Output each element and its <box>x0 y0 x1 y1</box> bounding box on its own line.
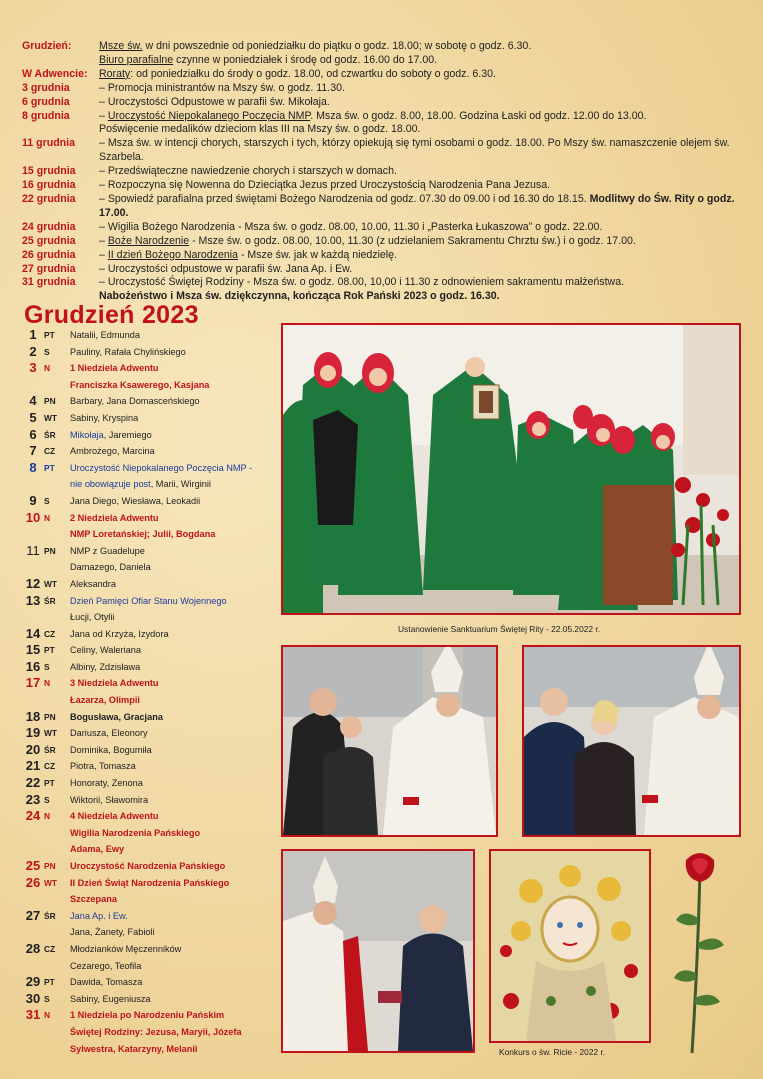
schedule-text: Biuro parafialne czynne w poniedziałek i środę od godz. 16.00 do 17.00. <box>99 53 438 66</box>
day-names: Jana Diego, Wiesława, Leokadii <box>70 495 201 506</box>
day-number: 11 <box>26 542 40 558</box>
schedule-label: 22 grudnia <box>22 192 76 205</box>
day-names: Wiktorii, Sławomira <box>70 794 149 805</box>
schedule-label: 26 grudnia <box>22 248 76 261</box>
day-names: II Dzień Świąt Narodzenia Pańskiego Szczepana <box>70 877 230 905</box>
schedule-row <box>22 123 747 137</box>
schedule-row <box>22 96 747 110</box>
day-number: 7 <box>29 443 37 459</box>
day-names: 3 Niedziela Adwentu Łazarza, Olimpii <box>70 678 159 706</box>
schedule-row <box>22 276 747 290</box>
schedule-label: 8 grudnia <box>22 109 70 122</box>
day-names: Sabiny, Kryspina <box>70 412 139 423</box>
schedule-text: – Msza św. w intencji chorych, starszych i tych, którzy opiekują się tymi osobami o godz. 18.00. Po Mszy św. namaszczenie olejem św. Szarbela. <box>99 137 730 164</box>
calendar-day <box>22 742 277 759</box>
schedule-text: Poświęcenie medalików dzieciom klas III na Mszy św. o godz. 18.00. <box>99 123 421 136</box>
weekday: WT <box>44 877 58 888</box>
day-number: 14 <box>25 625 41 641</box>
day-number: 12 <box>25 575 41 591</box>
weekday: ŚR <box>44 595 56 606</box>
calendar-day <box>22 1007 277 1057</box>
schedule-text: – Przedświąteczne nawiedzenie chorych i starszych w domach. <box>99 165 397 178</box>
day-number: 23 <box>25 791 41 807</box>
calendar-day <box>22 758 277 775</box>
weekday: CZ <box>44 628 56 639</box>
weekday: CZ <box>44 761 56 772</box>
schedule-row <box>22 54 747 68</box>
calendar-day <box>22 941 277 974</box>
weekday: PN <box>44 396 56 407</box>
calendar-day <box>22 642 277 659</box>
day-names: Uroczystość Niepokalanego Poczęcia NMP - nie obowiązuje post, Marii, Wirginii <box>70 462 253 490</box>
schedule-label: 16 grudnia <box>22 179 76 192</box>
schedule-text: – II dzień Bożego Narodzenia - Msze św. jak w każdą niedzielę. <box>99 248 397 261</box>
day-names: Dominika, Bogumiła <box>70 744 152 755</box>
schedule-row <box>22 193 747 221</box>
calendar-day <box>22 593 277 626</box>
schedule-row <box>22 110 747 124</box>
schedule-text: Msze św. w dni powszednie od poniedziałku do piątku o godz. 18.00; w sobotę o godz. 6.30. <box>99 40 532 52</box>
day-names: 2 Niedziela Adwentu NMP Loretańskiej; Julii, Bogdana <box>70 512 216 540</box>
weekday: S <box>44 993 50 1004</box>
day-number: 19 <box>25 725 41 741</box>
day-number: 1 <box>29 327 37 342</box>
weekday: ŚR <box>44 429 56 440</box>
day-names: Mikołaja, Jaremiego <box>70 429 152 440</box>
calendar-day <box>22 875 277 908</box>
calendar-day <box>22 410 277 427</box>
photo-sanctuary-ceremony <box>281 323 741 615</box>
schedule-text: – Wigilia Bożego Narodzenia - Msza św. o godz. 08.00, 10.00, 11.30 i „Pasterka Łukaszowa” o godz. 22.00. <box>99 220 603 233</box>
schedule-text: Roraty: od poniedziałku do środy o godz. 18.00, od czwartku do soboty o godz. 6.30. <box>99 67 496 80</box>
day-names: Natalii, Edmunda <box>70 330 140 340</box>
weekday: PT <box>44 330 55 340</box>
photo-bishop-handshake-3 <box>281 849 475 1053</box>
schedule-label: W Adwencie: <box>22 67 88 80</box>
weekday: PN <box>44 711 56 722</box>
calendar-day <box>22 344 277 361</box>
calendar-day <box>22 460 277 493</box>
weekday: WT <box>44 728 58 739</box>
day-number: 29 <box>25 974 41 990</box>
weekday: N <box>44 678 51 689</box>
day-number: 10 <box>25 509 41 525</box>
calendar-day <box>22 493 277 510</box>
day-names: Uroczystość Narodzenia Pańskiego <box>70 861 226 871</box>
calendar-day <box>22 427 277 444</box>
schedule-text: – Rozpoczyna się Nowenna do Dzieciątka Jezus przed Uroczystością Narodzenia Pana Jezusa. <box>99 179 551 192</box>
schedule-text: Nabożeństwo i Msza św. dziękczynna, kończąca Rok Pański 2023 o godz. 16.30. <box>99 290 500 303</box>
calendar-day <box>22 991 277 1008</box>
weekday: CZ <box>44 446 56 457</box>
photo1-caption: Ustanowienie Sanktuarium Świętej Rity - 22.05.2022 r. <box>398 624 601 634</box>
weekday: S <box>44 346 50 357</box>
schedule-text: – Promocja ministrantów na Mszy św. o godz. 11.30. <box>99 81 345 94</box>
weekday: CZ <box>44 943 56 954</box>
schedule-text: – Boże Narodzenie - Msze św. o godz. 08.00, 10.00, 11.30 (z udzielaniem Sakramentu Chrztu św.) i o godz. 17.00. <box>99 234 636 247</box>
calendar-day <box>22 327 277 344</box>
parish-schedule <box>22 40 747 304</box>
day-names: NMP z Guadelupe Damazego, Daniela <box>70 545 151 573</box>
day-number: 21 <box>25 758 41 774</box>
rose-decoration <box>668 848 728 1058</box>
calendar-day <box>22 659 277 676</box>
schedule-label: 27 grudnia <box>22 262 76 275</box>
day-names: 4 Niedziela Adwentu Wigilia Narodzenia Pańskiego Adama, Ewy <box>70 811 201 855</box>
calendar-day <box>22 443 277 460</box>
day-names: 1 Niedziela Adwentu Franciszka Ksawerego, Kasjana <box>70 363 210 390</box>
schedule-label: 31 grudnia <box>22 276 76 289</box>
day-names: Albiny, Zdzisława <box>70 661 141 672</box>
day-names: Celiny, Waleriana <box>70 645 141 656</box>
day-number: 9 <box>29 492 37 508</box>
day-names: Ambrożego, Marcina <box>70 446 155 457</box>
calendar-day <box>22 675 277 708</box>
weekday: ŚR <box>44 910 56 921</box>
schedule-row <box>22 40 747 54</box>
calendar-day <box>22 974 277 991</box>
calendar-day <box>22 626 277 643</box>
weekday: PN <box>44 861 56 871</box>
calendar-day <box>22 576 277 593</box>
day-names: Pauliny, Rafała Chylińskiego <box>70 346 186 357</box>
calendar-day <box>22 725 277 742</box>
weekday: WT <box>44 578 58 589</box>
day-names: Dariusza, Eleonory <box>70 728 148 739</box>
schedule-label: Grudzień: <box>22 40 72 52</box>
day-number: 18 <box>25 708 41 724</box>
weekday: ŚR <box>44 744 56 755</box>
day-number: 13 <box>25 592 41 608</box>
schedule-label: 24 grudnia <box>22 220 76 233</box>
weekday: PT <box>44 645 55 656</box>
weekday: WT <box>44 412 58 423</box>
day-number: 3 <box>29 360 37 376</box>
day-names: Aleksandra <box>70 578 116 589</box>
day-names: Jana od Krzyża, Izydora <box>70 628 169 639</box>
day-number: 24 <box>25 808 41 824</box>
day-number: 16 <box>25 658 41 674</box>
schedule-label <box>22 54 99 68</box>
schedule-label <box>22 123 99 137</box>
day-number: 8 <box>29 459 37 475</box>
calendar-day <box>22 908 277 941</box>
day-names: 1 Niedziela po Narodzeniu Pańskim Świętej Rodziny: Jezusa, Maryii, Józefa Sylwestra, Katarzyny, Melanii <box>70 1010 242 1054</box>
day-names: Bogusława, Gracjana <box>70 711 163 722</box>
schedule-row <box>22 179 747 193</box>
calendar-day <box>22 792 277 809</box>
day-number: 30 <box>25 990 41 1006</box>
weekday: N <box>44 811 51 822</box>
day-names: Honoraty, Zenona <box>70 778 143 789</box>
weekday: PT <box>44 977 55 988</box>
day-number: 6 <box>29 426 37 442</box>
photo-bishop-handshake-1 <box>281 645 498 837</box>
schedule-row <box>22 82 747 96</box>
schedule-row <box>22 68 747 82</box>
day-number: 31 <box>25 1007 41 1023</box>
calendar-day <box>22 858 277 875</box>
weekday: PT <box>44 778 55 789</box>
calendar-day <box>22 808 277 858</box>
schedule-label: 6 grudnia <box>22 95 70 108</box>
calendar-day <box>22 543 277 576</box>
weekday: PN <box>44 545 56 556</box>
photo-st-rita-painting <box>489 849 651 1043</box>
day-number: 20 <box>25 741 41 757</box>
day-number: 5 <box>29 409 37 425</box>
schedule-row <box>22 221 747 235</box>
calendar-day <box>22 510 277 543</box>
schedule-text: – Uroczystości Odpustowe w parafii św. Mikołaja. <box>99 95 330 108</box>
day-number: 4 <box>29 393 37 409</box>
weekday: N <box>44 1010 51 1021</box>
day-names: Dzień Pamięci Ofiar Stanu Wojennego Łucji, Otylii <box>70 595 227 623</box>
day-number: 27 <box>25 907 41 923</box>
weekday: PT <box>44 462 55 473</box>
calendar-list <box>22 327 277 1057</box>
calendar-day <box>22 709 277 726</box>
schedule-text: – Spowiedź parafialna przed świętami Bożego Narodzenia od godz. 07.30 do 09.00 i od 16.30 do 18.15. Modlitwy do Św. Rity o godz. 17.00. <box>99 192 735 219</box>
schedule-text: – Uroczystość Niepokalanego Poczęcia NMP. Msza św. o godz. 8.00, 18.00. Godzina Łaski od godz. 12.00 do 13.00. <box>99 109 647 122</box>
schedule-text: – Uroczystość Świętej Rodziny - Msza św. o godz. 08.00, 10,00 i 11.30 z odnowieniem sakramentu małżeństwa. <box>99 276 625 289</box>
day-names: Piotra, Tomasza <box>70 761 136 772</box>
schedule-text: – Uroczystości odpustowe w parafii św. Jana Ap. i Ew. <box>99 262 353 275</box>
day-number: 28 <box>25 940 41 956</box>
day-names: Barbary, Jana Domasceńskiego <box>70 396 200 407</box>
photo5-caption: Konkurs o św. Ricie - 2022 r. <box>499 1047 606 1057</box>
day-names: Jana Ap. i Ew. Jana, Żanety, Fabioli <box>70 910 155 938</box>
weekday: S <box>44 794 50 805</box>
day-names: Sabiny, Eugeniusza <box>70 993 151 1004</box>
day-number: 25 <box>25 858 41 873</box>
weekday: N <box>44 363 51 374</box>
photo-bishop-handshake-2 <box>522 645 741 837</box>
day-number: 26 <box>25 874 41 890</box>
day-number: 15 <box>25 642 41 658</box>
calendar-day <box>22 775 277 792</box>
schedule-row <box>22 165 747 179</box>
day-names: Dawida, Tomasza <box>70 977 143 988</box>
day-number: 2 <box>29 343 37 359</box>
schedule-label: 25 grudnia <box>22 234 76 247</box>
day-number: 17 <box>25 675 41 691</box>
weekday: S <box>44 495 50 506</box>
schedule-label: 15 grudnia <box>22 165 76 178</box>
schedule-label: 11 grudnia <box>22 137 75 150</box>
weekday: N <box>44 512 51 523</box>
schedule-row <box>22 263 747 277</box>
weekday: S <box>44 661 50 672</box>
calendar-day <box>22 360 277 393</box>
schedule-label: 3 grudnia <box>22 81 70 94</box>
calendar-day <box>22 393 277 410</box>
schedule-row <box>22 249 747 263</box>
day-number: 22 <box>25 775 41 791</box>
day-names: Młodzianków Męczenników Cezarego, Teofila <box>70 943 182 971</box>
schedule-row <box>22 137 747 165</box>
calendar-title: Grudzień 2023 <box>24 301 199 329</box>
schedule-row <box>22 235 747 249</box>
